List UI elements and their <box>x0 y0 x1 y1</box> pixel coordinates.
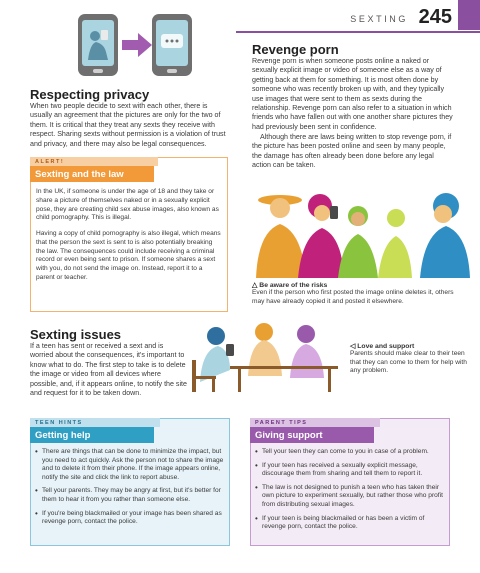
risks-caption <box>252 281 466 306</box>
parent-tip-item: • If your teen has received a sexually explicit message, discourage them from sharing and tell them to report it. <box>254 462 446 479</box>
running-header: SEXTING <box>350 14 408 24</box>
phone-screen-photo <box>82 20 114 66</box>
page-tab-marker <box>458 0 480 30</box>
risks-caption-title-row <box>252 281 466 289</box>
teen-hints-list <box>34 448 226 532</box>
person-photo-icon <box>82 20 114 66</box>
figure-lime <box>378 209 412 278</box>
revenge-paragraph-2: Although there are laws being written to stop revenge porn, if the picture has been posted online and seen by many people, the damage has often already been done before any legal action can be taken. <box>252 133 452 170</box>
pointer-arrow-icon: ◁ <box>350 343 356 350</box>
phone-sender-illustration <box>78 14 118 76</box>
warning-triangle-icon: △ <box>252 282 258 289</box>
figure-orange-hat <box>256 195 306 278</box>
parent-tip-item: • The law is not designed to punish a teen who has taken their own picture to experiment sexually, but rather those who profit from distributing sexual images. <box>254 484 446 510</box>
phone-receiver-illustration <box>152 14 192 76</box>
parent-tips-title: Giving support <box>250 427 374 443</box>
friends-gossip-illustration <box>250 186 472 278</box>
figure-parent-purple <box>290 325 324 378</box>
message-bubble-icon <box>156 20 188 66</box>
teen-hint-item: • Tell your parents. They may be angry at first, but it's better for them to hear it from you rather than someone else. <box>34 487 226 504</box>
page-number: 245 <box>418 6 452 28</box>
figure-teen-blue <box>200 327 234 382</box>
teen-hints-title: Getting help <box>30 427 154 443</box>
alert-paragraph-2: Having a copy of child pornography is also illegal, which means that the person the sext is sent to is also potentially breaking the law. The consequences could include receiving a criminal record or even being sent to prison. If someone shares a sext with you, do not send the image on. Instead, report it to a parent or teacher. <box>36 230 221 281</box>
teen-hints-tag: TEEN HINTS <box>30 418 160 427</box>
support-caption <box>350 342 474 376</box>
revenge-paragraph-1: Revenge porn is when someone posts online a naked or sexually explicit image or video of someone else as a way of getting back at them for something. It is most often done by someone who was recently broken up with, and they typically use images that were sent to them as sexts during the relationship. Revenge porn can also refer to a situation in which friends who have fallen out with one another share pictures they had previously been sent in confidence. <box>252 57 453 131</box>
risks-caption-text: Even if the person who first posted the image online deletes it, others may have already copied it and posted it elsewhere. <box>252 289 454 305</box>
phone-screen-message <box>156 20 188 66</box>
support-caption-title-row <box>350 342 474 350</box>
privacy-body: When two people decide to sext with each other, there is usually an agreement that the pictures are only for the two of them. It is critical that they treat any sexts they receive with respect. Sharing sexts without permission is a violation of trust and privacy, and there may also be legal consequences. <box>30 102 226 148</box>
phone-home-button <box>167 69 177 73</box>
phone-home-button <box>93 69 103 73</box>
alert-paragraph-1: In the UK, if someone is under the age of 18 and they take or share a picture of themselves naked or in a sexually explicit pose, they are creating child sex abuse images, also known as child pornography. This is illegal. <box>36 188 219 222</box>
alert-title: Sexting and the law <box>30 166 154 182</box>
risks-caption-title: Be aware of the risks <box>259 282 328 289</box>
section-title-revenge-porn: Revenge porn <box>252 42 339 57</box>
parent-tips-list <box>254 448 446 537</box>
header-rule <box>236 31 480 33</box>
parent-tip-item: • If your teen is being blackmailed or has been a victim of revenge porn, contact the police. <box>254 515 446 532</box>
family-table-illustration <box>190 320 340 392</box>
teen-hint-item: • There are things that can be done to minimize the impact, but you need to act quickly. Ask the person not to share the image and to delete it from their phone. If the image appears online, notify the site and click the link to report abuse. <box>34 448 226 482</box>
parent-tips-tag: PARENT TIPS <box>250 418 380 427</box>
section-title-respecting-privacy: Respecting privacy <box>30 87 150 102</box>
parent-tip-item: • Tell your teen they can come to you in case of a problem. <box>254 448 446 457</box>
issues-body: If a teen has sent or received a sext and is worried about the consequences, it's important to know what to do. The first step to take is to delete the image or video from all devices where possible, and, if it appears online, to notify the site and request for it to be taken down. <box>30 342 187 398</box>
alert-tag: ALERT! <box>30 157 158 166</box>
section-title-sexting-issues: Sexting issues <box>30 327 122 342</box>
teen-hint-item: • If you're being blackmailed or your image has been shared as revenge porn, contact the police. <box>34 510 226 527</box>
support-caption-text: Parents should make clear to their teen that they can come to them for help with any problem. <box>350 350 467 375</box>
figure-blue-upset <box>420 193 470 278</box>
send-arrow-icon <box>122 33 152 57</box>
support-caption-title: Love and support <box>357 343 415 350</box>
